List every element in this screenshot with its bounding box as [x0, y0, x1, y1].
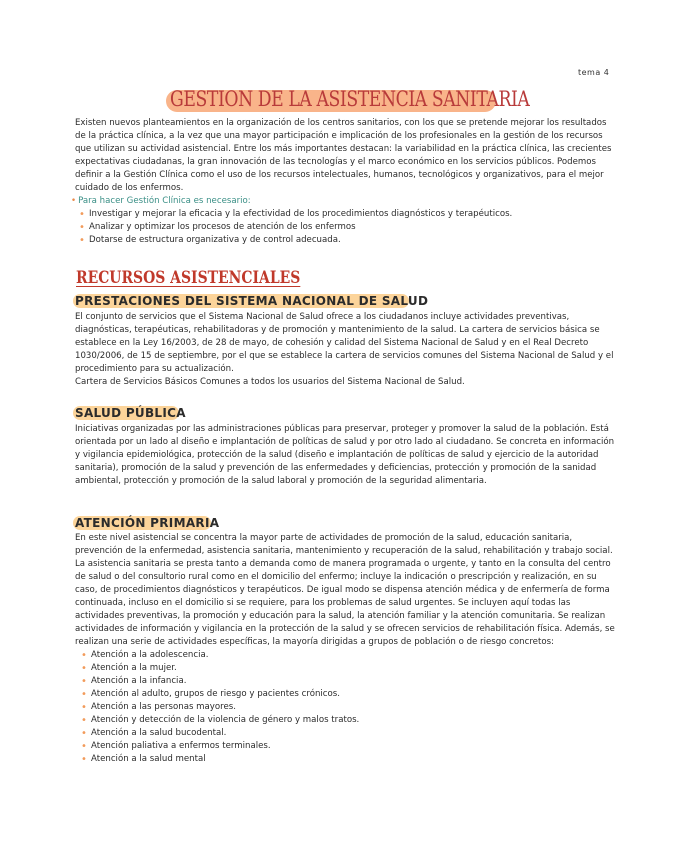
subtitle-salud-publica-block — [75, 404, 186, 422]
list-item: • Atención paliativa a enfermos terminales. — [91, 740, 615, 753]
list-item: • Analizar y optimizar los procesos de atención de los enfermos — [89, 221, 615, 234]
section-title-recursos: RECURSOS ASISTENCIALES — [76, 268, 301, 288]
topic-label: tema 4 — [578, 68, 610, 77]
list-item: • Atención a la infancia. — [91, 675, 615, 688]
subtitle-atencion-primaria: ATENCIÓN PRIMARIA — [75, 516, 220, 530]
atencion-list — [75, 649, 615, 766]
prestaciones-section — [75, 311, 615, 389]
salud-publica-paragraph: Iniciativas organizadas por las administraciones públicas para preservar, proteger y promover la salud de la población. Está orientada por un lado al diseño e implantación de políticas de salud y por otro lado al ciudadano. Se concreta en información y vigilancia epidemiológica, protección de la salud (diseño e implantación de políticas de salud y ejercicio de la autoridad sanitaria), promoción de la salud y prevención de las enfermedades y deficiencias, protección y promoción de la sanidad ambiental, protección y promoción de la salud laboral y promoción de la seguridad alimentaria. — [75, 424, 615, 486]
intro-paragraph: Existen nuevos planteamientos en la organización de los centros sanitarios, con los que se pretende mejorar los resultados de la práctica clínica, a la vez que una mayor participación e implicación de los profesionales en la gestión de los recursos que utilizan su actividad asistencial. Entre los más importantes destacan: la variabilidad en la práctica clínica, las crecientes expectativas ciudadanas, la gran innovación de las tecnologías y el marco económico en los servicios públicos. Podemos definir a la Gestión Clínica como el uso de los recursos intelectuales, humanos, tecnológicos y organizativos, para el mejor cuidado de los enfermos. — [75, 118, 612, 193]
prestaciones-paragraph: El conjunto de servicios que el Sistema Nacional de Salud ofrece a los ciudadanos incluye actividades preventivas, diagnósticas, terapéuticas, rehabilitadoras y de promoción y mantenimiento de la salud. La cartera de servicios básica se establece en la Ley 16/2003, de 28 de mayo, de cohesión y calidad del Sistema Nacional de Salud y en el Real Decreto 1030/2006, de 15 de septiembre, por el que se establece la cartera de servicios comunes del Sistema Nacional de Salud y el procedimiento para su actualización. — [75, 312, 614, 374]
intro-lead: • Para hacer Gestión Clínica es necesario: — [75, 195, 615, 208]
subtitle-salud-publica: SALUD PÚBLICA — [75, 406, 186, 420]
atencion-primaria-paragraph: En este nivel asistencial se concentra la mayor parte de actividades de promoción de la salud, educación sanitaria, prevención de la enfermedad, asistencia sanitaria, mantenimiento y recuperación de la salud, rehabilitación y trabajo social. La asistencia sanitaria se presta tanto a demanda como de manera programada o urgente, y tanto en la consulta del centro de salud o del consultorio rural como en el domicilio del enfermo; incluye la indicación o prescripción y realización, en su caso, de procedimientos diagnósticos y terapéuticos. De igual modo se dispensa atención médica y de enfermería de forma continuada, incluso en el domicilio si se requiere, para los problemas de salud urgentes. Se incluyen aquí todas las actividades preventivas, la promoción y educación para la salud, la atención familiar y la atención comunitaria. Se realizan actividades de información y vigilancia en la protección de la salud y se ofrecen servicios de rehabilitación física. Además, se realizan una serie de actividades específicas, la mayoría dirigidas a grupos de población o de riesgo concretos: — [75, 533, 615, 647]
subtitle-atencion-primaria-block — [75, 514, 219, 532]
list-item: • Atención a la salud mental — [91, 753, 615, 766]
list-item: • Atención a la mujer. — [91, 662, 615, 675]
intro-section — [75, 117, 615, 247]
intro-list — [75, 208, 615, 247]
salud-publica-section — [75, 423, 615, 488]
list-item: • Dotarse de estructura organizativa y de control adecuada. — [89, 234, 615, 247]
atencion-primaria-section — [75, 532, 615, 766]
page-title: GESTION DE LA ASISTENCIA SANITARIA — [170, 87, 530, 111]
list-item: • Investigar y mejorar la eficacia y la efectividad de los procedimientos diagnósticos y terapéuticos. — [89, 208, 615, 221]
list-item: • Atención a la salud bucodental. — [91, 727, 615, 740]
list-item: • Atención a la adolescencia. — [91, 649, 615, 662]
subtitle-prestaciones: PRESTACIONES DEL SISTEMA NACIONAL DE SALUD — [75, 294, 429, 308]
list-item: • Atención al adulto, grupos de riesgo y pacientes crónicos. — [91, 688, 615, 701]
subtitle-prestaciones-block — [75, 292, 428, 310]
title-block — [170, 84, 608, 114]
prestaciones-line: Cartera de Servicios Básicos Comunes a todos los usuarios del Sistema Nacional de Salud. — [75, 377, 465, 387]
list-item: • Atención a las personas mayores. — [91, 701, 615, 714]
list-item: • Atención y detección de la violencia de género y malos tratos. — [91, 714, 615, 727]
